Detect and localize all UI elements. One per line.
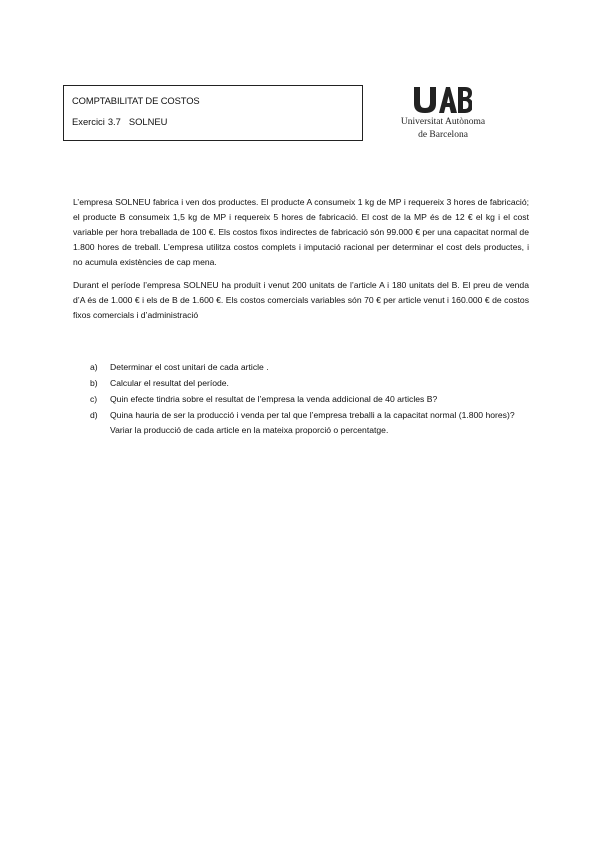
question-text: Quina hauria de ser la producció i venda per tal que l’empresa treballi a la capacitat normal (1.800 hores)? Variar la producció de cada article en la mateixa proporció o percentatge.	[110, 410, 515, 435]
uab-logo-mark-icon	[412, 86, 472, 114]
questions-list	[90, 360, 530, 439]
question-letter: a)	[90, 362, 98, 372]
question-text: Quin efecte tindria sobre el resultat de l’empresa la venda addicional de 40 articles B?	[110, 394, 438, 404]
statement-paragraph-1: L’empresa SOLNEU fabrica i ven dos productes. El producte A consumeix 1 kg de MP i requereix 3 hores de fabricació; el producte B consumeix 1,5 kg de MP i requereix 5 hores de fabricació. El cost de la MP és de 12 € el kg i el cost variable per hora treballada de 100 €. Els costos fixos indirectes de fabricació són 99.000 € per una capacitat normal de 1.800 hores de treball. L’empresa utilitza costos complets i imputació racional per determinar el cost dels productes, i no acumula existències de cap mena.	[73, 197, 529, 267]
logo-university-line2: de Barcelona	[418, 130, 468, 140]
uab-logo	[395, 86, 495, 146]
exercise-line	[72, 116, 167, 127]
question-item	[90, 408, 530, 438]
question-letter: b)	[90, 378, 98, 388]
question-item	[90, 360, 530, 375]
question-item	[90, 376, 530, 391]
exercise-label: Exercici	[72, 116, 105, 127]
course-title: COMPTABILITAT DE COSTOS	[72, 95, 200, 106]
statement-paragraph-2: Durant el període l’empresa SOLNEU ha produït i venut 200 unitats de l’article A i 180 unitats del B. El preu de venda d’A és de 1.000 € i els de B de 1.600 €. Els costos comercials variables són 70 € per article venut i 160.000 € de costos fixos comercials i d’administració	[73, 280, 529, 320]
question-letter: d)	[90, 410, 98, 420]
exercise-statement	[73, 195, 529, 331]
question-text: Determinar el cost unitari de cada article .	[110, 362, 269, 372]
question-text: Calcular el resultat del període.	[110, 378, 229, 388]
question-item	[90, 392, 530, 407]
exercise-number: 3.7	[107, 116, 121, 127]
header-box	[63, 85, 363, 141]
logo-university-line1: Universitat Autònoma	[400, 117, 486, 127]
exercise-name: SOLNEU	[128, 116, 168, 127]
question-letter: c)	[90, 394, 98, 404]
